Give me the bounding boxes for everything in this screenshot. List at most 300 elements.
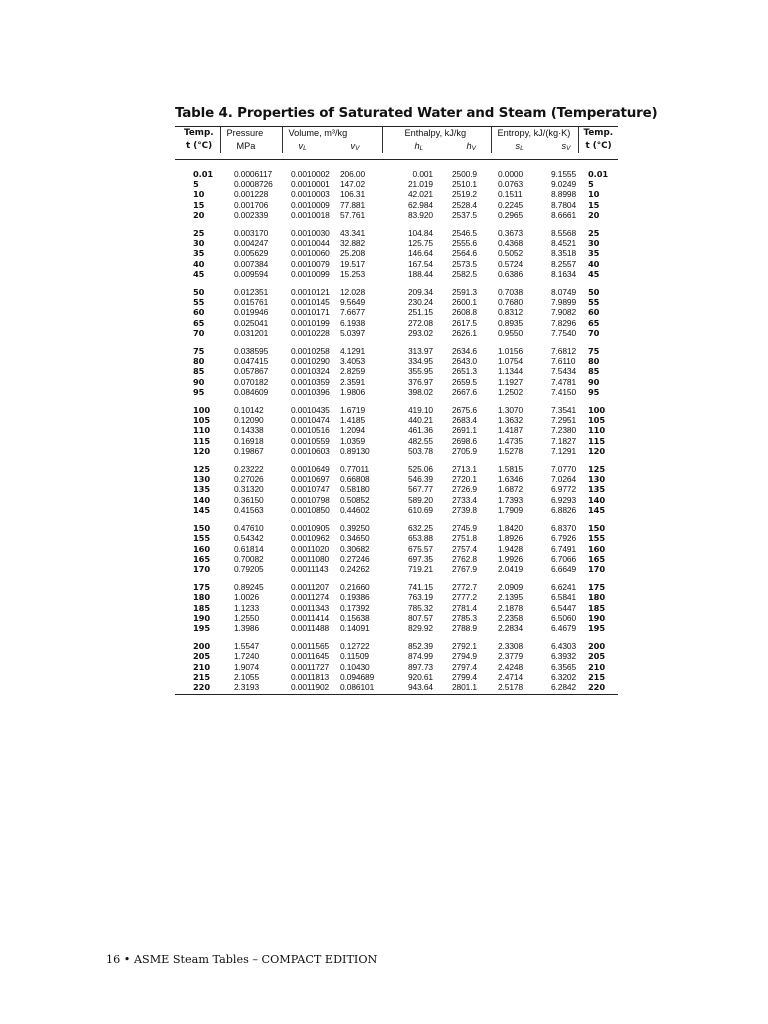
- vol-liquid-cell: 0.0010030: [291, 228, 330, 239]
- vol-vapor-cell: 3.4053: [340, 356, 366, 367]
- enthalpy-liquid-cell: 829.92: [407, 622, 433, 633]
- vol-liquid-cell: 0.0010324: [291, 366, 330, 377]
- enthalpy-vapor-cell: 2634.6: [451, 346, 477, 357]
- pressure-cell: 0.084609: [234, 386, 269, 397]
- enthalpy-liquid-cell: 874.99: [407, 651, 433, 662]
- pressure-cell: 0.61814: [234, 543, 264, 554]
- table-row: [175, 377, 618, 387]
- pressure-cell: 0.19867: [234, 445, 264, 456]
- entropy-liquid-cell: 1.8420: [498, 523, 524, 534]
- header-pressure-line1: Pressure: [226, 128, 264, 138]
- header-sv-sub: V: [566, 145, 571, 152]
- enthalpy-liquid-cell: 852.39: [407, 641, 433, 652]
- enthalpy-liquid-cell: 763.19: [407, 592, 433, 603]
- vol-vapor-cell: 43.341: [340, 228, 366, 239]
- entropy-vapor-cell: 7.6110: [551, 356, 576, 367]
- enthalpy-vapor-cell: 2788.9: [451, 622, 477, 633]
- pressure-cell: 0.019946: [234, 307, 269, 318]
- entropy-vapor-cell: 6.6241: [551, 582, 577, 593]
- table-row: [175, 533, 618, 543]
- header-temp-left-line1: Temp.: [184, 128, 214, 138]
- pressure-cell: 2.3193: [234, 681, 260, 692]
- temp-cell: 75: [193, 346, 205, 357]
- temp-cell: 155: [193, 533, 211, 544]
- temp-right-cell: 150: [588, 523, 606, 534]
- temp-cell: 60: [193, 307, 205, 318]
- temp-right-cell: 125: [588, 464, 606, 475]
- table-row: [175, 495, 618, 505]
- temp-right-cell: 110: [588, 425, 606, 436]
- temp-cell: 115: [193, 435, 211, 446]
- header-hl-sub: L: [419, 145, 424, 152]
- temp-cell: 200: [193, 641, 211, 652]
- entropy-liquid-cell: 0.8935: [498, 317, 524, 328]
- table-row: [175, 613, 618, 623]
- table-row: [175, 259, 618, 269]
- vol-vapor-cell: 1.2094: [340, 425, 366, 436]
- vol-liquid-cell: 0.0010649: [291, 464, 330, 475]
- entropy-liquid-cell: 1.0156: [498, 346, 524, 357]
- temp-cell: 130: [193, 474, 211, 485]
- temp-cell: 210: [193, 661, 211, 672]
- entropy-vapor-cell: 6.8826: [551, 504, 577, 515]
- temp-right-cell: 60: [588, 307, 600, 318]
- entropy-liquid-cell: 1.3070: [498, 405, 524, 416]
- vol-liquid-cell: 0.0011207: [291, 582, 330, 593]
- entropy-liquid-cell: 0.1511: [498, 189, 523, 200]
- table-row: [175, 603, 618, 613]
- header-vl: [299, 140, 307, 155]
- pressure-cell: 0.005629: [234, 248, 269, 259]
- table-row: [175, 651, 618, 661]
- entropy-vapor-cell: 7.1291: [551, 445, 577, 456]
- pressure-cell: 1.0026: [234, 592, 260, 603]
- temp-right-cell: 30: [588, 238, 600, 249]
- entropy-liquid-cell: 1.5278: [498, 445, 524, 456]
- vol-vapor-cell: 12.028: [340, 287, 366, 298]
- enthalpy-liquid-cell: 719.21: [407, 563, 433, 574]
- vol-vapor-cell: 9.5649: [340, 297, 366, 308]
- table-row: [175, 484, 618, 494]
- temp-right-cell: 55: [588, 297, 600, 308]
- enthalpy-liquid-cell: 807.57: [407, 612, 433, 623]
- temp-right-cell: 65: [588, 317, 600, 328]
- entropy-vapor-cell: 7.6812: [551, 346, 577, 357]
- vol-vapor-cell: 0.89130: [340, 445, 370, 456]
- pressure-cell: 0.41563: [234, 504, 264, 515]
- table-row: [175, 582, 618, 592]
- entropy-liquid-cell: 1.1344: [498, 366, 524, 377]
- temp-cell: 50: [193, 287, 205, 298]
- enthalpy-liquid-cell: 0.001: [412, 169, 433, 179]
- enthalpy-vapor-cell: 2777.2: [451, 592, 477, 603]
- temp-right-cell: 25: [588, 228, 600, 239]
- enthalpy-liquid-cell: 546.39: [407, 474, 433, 485]
- enthalpy-liquid-cell: 376.97: [407, 376, 433, 387]
- enthalpy-liquid-cell: 697.35: [407, 553, 433, 564]
- table-row: [175, 662, 618, 672]
- enthalpy-liquid-cell: 125.75: [407, 238, 433, 249]
- enthalpy-liquid-cell: 398.02: [407, 386, 433, 397]
- pressure-cell: 0.0008726: [234, 179, 273, 190]
- entropy-liquid-cell: 1.6346: [498, 474, 524, 485]
- header-sl-sub: L: [520, 145, 524, 152]
- temp-right-cell: 205: [588, 651, 606, 662]
- pressure-cell: 0.89245: [234, 582, 264, 593]
- pressure-cell: 0.001228: [234, 189, 269, 200]
- temp-cell: 5: [193, 179, 199, 190]
- pressure-cell: 2.1055: [234, 671, 260, 682]
- pressure-cell: 0.47610: [234, 523, 264, 534]
- entropy-vapor-cell: 6.7491: [551, 543, 577, 554]
- entropy-liquid-cell: 1.3632: [498, 415, 524, 426]
- table-row: [175, 328, 618, 338]
- pressure-cell: 0.36150: [234, 494, 264, 505]
- vol-vapor-cell: 0.15638: [340, 612, 370, 623]
- entropy-vapor-cell: 6.7926: [551, 533, 577, 544]
- entropy-vapor-cell: 6.3932: [551, 651, 577, 662]
- temp-cell: 150: [193, 523, 211, 534]
- temp-cell: 135: [193, 484, 211, 495]
- enthalpy-vapor-cell: 2691.1: [451, 425, 477, 436]
- table-row: [175, 356, 618, 366]
- vol-vapor-cell: 2.3591: [340, 376, 366, 387]
- enthalpy-vapor-cell: 2762.8: [451, 553, 477, 564]
- enthalpy-vapor-cell: 2781.4: [451, 602, 477, 613]
- pressure-cell: 0.001706: [234, 199, 269, 210]
- enthalpy-liquid-cell: 62.984: [407, 199, 433, 210]
- temp-cell: 55: [193, 297, 205, 308]
- temp-right-cell: 105: [588, 415, 606, 426]
- vol-vapor-cell: 7.6677: [340, 307, 366, 318]
- entropy-liquid-cell: 1.1927: [498, 376, 524, 387]
- enthalpy-liquid-cell: 355.95: [407, 366, 433, 377]
- temp-right-cell: 20: [588, 209, 600, 220]
- vol-liquid-cell: 0.0010697: [291, 474, 330, 485]
- enthalpy-vapor-cell: 2608.8: [451, 307, 477, 318]
- enthalpy-liquid-cell: 675.57: [407, 543, 433, 554]
- enthalpy-vapor-cell: 2500.9: [451, 169, 477, 179]
- enthalpy-liquid-cell: 943.64: [407, 681, 433, 692]
- entropy-vapor-cell: 9.0249: [551, 179, 577, 190]
- entropy-vapor-cell: 7.3541: [551, 405, 577, 416]
- entropy-liquid-cell: 0.2245: [498, 199, 524, 210]
- header-temp-left-line2: t (°C): [186, 141, 213, 151]
- pressure-cell: 0.0006117: [234, 169, 273, 179]
- entropy-liquid-cell: 0.2965: [498, 209, 524, 220]
- vol-liquid-cell: 0.0011143: [291, 563, 329, 574]
- enthalpy-vapor-cell: 2739.8: [451, 504, 477, 515]
- page-footer: 16 • ASME Steam Tables – COMPACT EDITION: [106, 953, 378, 966]
- pressure-cell: 0.003170: [234, 228, 269, 239]
- entropy-vapor-cell: 7.0264: [551, 474, 577, 485]
- entropy-vapor-cell: 8.4521: [551, 238, 577, 249]
- entropy-vapor-cell: 7.8296: [551, 317, 577, 328]
- vol-liquid-cell: 0.0011902: [291, 681, 330, 692]
- vol-liquid-cell: 0.0010474: [291, 415, 330, 426]
- enthalpy-liquid-cell: 272.08: [407, 317, 433, 328]
- temp-right-cell: 45: [588, 268, 600, 279]
- group-spacer: [175, 338, 618, 346]
- entropy-liquid-cell: 1.6872: [498, 484, 524, 495]
- table-row: [175, 641, 618, 651]
- pressure-cell: 1.9074: [234, 661, 260, 672]
- temp-right-cell: 140: [588, 494, 606, 505]
- table-row: [175, 436, 618, 446]
- table-row: [175, 307, 618, 317]
- enthalpy-liquid-cell: 440.21: [407, 415, 433, 426]
- entropy-vapor-cell: 8.1634: [551, 268, 577, 279]
- header-hv: [467, 140, 476, 155]
- entropy-vapor-cell: 6.9772: [551, 484, 577, 495]
- temp-cell: 20: [193, 209, 205, 220]
- temp-right-cell: 80: [588, 356, 600, 367]
- entropy-liquid-cell: 1.8926: [498, 533, 524, 544]
- vol-liquid-cell: 0.0010798: [291, 494, 330, 505]
- temp-right-cell: 175: [588, 582, 606, 593]
- table-row: [175, 169, 618, 179]
- temp-right-cell: 100: [588, 405, 606, 416]
- vol-vapor-cell: 0.094689: [340, 671, 375, 682]
- temp-cell: 95: [193, 386, 205, 397]
- entropy-liquid-cell: 2.5178: [498, 681, 524, 692]
- entropy-liquid-cell: 2.2358: [498, 612, 524, 623]
- enthalpy-vapor-cell: 2794.9: [451, 651, 477, 662]
- enthalpy-liquid-cell: 610.69: [407, 504, 433, 515]
- vol-liquid-cell: 0.0010060: [291, 248, 330, 259]
- table-row: [175, 200, 618, 210]
- table-row: [175, 592, 618, 602]
- entropy-vapor-cell: 6.5841: [551, 592, 577, 603]
- entropy-liquid-cell: 0.3673: [498, 228, 524, 239]
- entropy-liquid-cell: 0.0000: [498, 169, 524, 179]
- enthalpy-vapor-cell: 2626.1: [451, 327, 477, 338]
- entropy-liquid-cell: 2.0419: [498, 563, 524, 574]
- entropy-liquid-cell: 1.0754: [498, 356, 524, 367]
- vol-vapor-cell: 206.00: [340, 169, 366, 179]
- temp-right-cell: 190: [588, 612, 606, 623]
- enthalpy-vapor-cell: 2675.6: [451, 405, 477, 416]
- temp-right-cell: 200: [588, 641, 606, 652]
- enthalpy-vapor-cell: 2772.7: [451, 582, 477, 593]
- enthalpy-vapor-cell: 2537.5: [451, 209, 477, 220]
- table-row: [175, 554, 618, 564]
- enthalpy-vapor-cell: 2720.1: [451, 474, 477, 485]
- enthalpy-vapor-cell: 2713.1: [451, 464, 477, 475]
- temp-right-cell: 165: [588, 553, 606, 564]
- enthalpy-liquid-cell: 209.34: [407, 287, 433, 298]
- enthalpy-vapor-cell: 2573.5: [451, 258, 477, 269]
- temp-cell: 140: [193, 494, 211, 505]
- entropy-vapor-cell: 7.4150: [551, 386, 577, 397]
- vol-vapor-cell: 0.34650: [340, 533, 370, 544]
- entropy-liquid-cell: 0.7038: [498, 287, 524, 298]
- temp-right-cell: 70: [588, 327, 600, 338]
- vol-vapor-cell: 57.761: [340, 209, 366, 220]
- group-spacer: [175, 456, 618, 464]
- header-sv-symbol: s: [561, 141, 567, 151]
- vol-vapor-cell: 0.11509: [340, 651, 369, 662]
- vol-liquid-cell: 0.0010002: [291, 169, 330, 179]
- temp-cell: 105: [193, 415, 211, 426]
- temp-cell: 85: [193, 366, 205, 377]
- table-row: [175, 623, 618, 633]
- table-row: [175, 672, 618, 682]
- vol-vapor-cell: 0.39250: [340, 523, 370, 534]
- enthalpy-liquid-cell: 42.021: [407, 189, 433, 200]
- pressure-cell: 0.047415: [234, 356, 269, 367]
- pressure-cell: 0.002339: [234, 209, 269, 220]
- enthalpy-liquid-cell: 230.24: [407, 297, 433, 308]
- table-row: [175, 505, 618, 515]
- pressure-cell: 0.70082: [234, 553, 264, 564]
- header-hv-sub: V: [471, 145, 476, 152]
- enthalpy-liquid-cell: 146.64: [407, 248, 433, 259]
- vol-liquid-cell: 0.0010044: [291, 238, 330, 249]
- temp-right-cell: 0.01: [588, 169, 609, 179]
- vol-liquid-cell: 0.0010009: [291, 199, 330, 210]
- header-pressure: [220, 127, 282, 153]
- temp-cell: 175: [193, 582, 211, 593]
- temp-cell: 80: [193, 356, 205, 367]
- temp-cell: 65: [193, 317, 205, 328]
- table-row: [175, 210, 618, 220]
- vol-liquid-cell: 0.0011645: [291, 651, 330, 662]
- vol-vapor-cell: 1.0359: [340, 435, 366, 446]
- table-row: [175, 405, 618, 415]
- vol-liquid-cell: 0.0010747: [291, 484, 330, 495]
- table-row: [175, 238, 618, 248]
- temp-right-cell: 85: [588, 366, 600, 377]
- entropy-liquid-cell: 2.1395: [498, 592, 524, 603]
- pressure-cell: 0.31320: [234, 484, 264, 495]
- enthalpy-liquid-cell: 589.20: [407, 494, 433, 505]
- pressure-cell: 1.3986: [234, 622, 260, 633]
- vol-liquid-cell: 0.0010145: [291, 297, 330, 308]
- temp-cell: 185: [193, 602, 211, 613]
- enthalpy-vapor-cell: 2651.3: [451, 366, 477, 377]
- pressure-cell: 0.16918: [234, 435, 264, 446]
- vol-liquid-cell: 0.0011274: [291, 592, 330, 603]
- bottom-rule: [175, 694, 618, 695]
- temp-cell: 145: [193, 504, 211, 515]
- entropy-vapor-cell: 8.3518: [551, 248, 577, 259]
- vol-vapor-cell: 0.77011: [340, 464, 369, 475]
- pressure-cell: 1.7240: [234, 651, 260, 662]
- entropy-vapor-cell: 8.2557: [551, 258, 577, 269]
- pressure-cell: 0.79205: [234, 563, 264, 574]
- enthalpy-liquid-cell: 188.44: [407, 268, 433, 279]
- pressure-cell: 1.2550: [234, 612, 260, 623]
- enthalpy-vapor-cell: 2751.8: [451, 533, 477, 544]
- pressure-cell: 0.038595: [234, 346, 269, 357]
- vol-liquid-cell: 0.0011813: [291, 671, 330, 682]
- table-header: [175, 127, 618, 169]
- vol-liquid-cell: 0.0010099: [291, 268, 330, 279]
- vol-liquid-cell: 0.0010396: [291, 386, 330, 397]
- enthalpy-vapor-cell: 2792.1: [451, 641, 477, 652]
- table-row: [175, 564, 618, 574]
- enthalpy-liquid-cell: 83.920: [407, 209, 433, 220]
- entropy-liquid-cell: 2.2834: [498, 622, 524, 633]
- group-spacer: [175, 515, 618, 523]
- vol-vapor-cell: 106.31: [340, 189, 366, 200]
- temp-cell: 110: [193, 425, 211, 436]
- enthalpy-vapor-cell: 2767.9: [451, 563, 477, 574]
- temp-right-cell: 195: [588, 622, 606, 633]
- table-body: [175, 169, 618, 692]
- temp-cell: 35: [193, 248, 205, 259]
- temp-cell: 30: [193, 238, 205, 249]
- vol-vapor-cell: 147.02: [340, 179, 366, 190]
- vol-vapor-cell: 0.24262: [340, 563, 370, 574]
- temp-right-cell: 145: [588, 504, 606, 515]
- temp-right-cell: 15: [588, 199, 600, 210]
- entropy-vapor-cell: 7.2380: [551, 425, 577, 436]
- table-row: [175, 269, 618, 279]
- temp-right-cell: 210: [588, 661, 606, 672]
- vol-liquid-cell: 0.0010079: [291, 258, 330, 269]
- pressure-cell: 0.27026: [234, 474, 264, 485]
- table-row: [175, 248, 618, 258]
- header-enthalpy: [382, 127, 491, 153]
- header-volume-label: Volume, m³/kg: [288, 128, 348, 138]
- header-hl-symbol: h: [414, 141, 420, 151]
- group-spacer: [175, 633, 618, 641]
- pressure-cell: 0.057867: [234, 366, 269, 377]
- entropy-vapor-cell: 7.2951: [551, 415, 577, 426]
- temp-cell: 70: [193, 327, 205, 338]
- vol-vapor-cell: 0.21660: [340, 582, 370, 593]
- temp-right-cell: 50: [588, 287, 600, 298]
- enthalpy-liquid-cell: 334.95: [407, 356, 433, 367]
- table-title: Table 4. Properties of Saturated Water and Steam (Temperature): [175, 105, 658, 121]
- vol-liquid-cell: 0.0010850: [291, 504, 330, 515]
- header-temp-right-line2: t (°C): [585, 141, 612, 151]
- vol-vapor-cell: 0.66808: [340, 474, 370, 485]
- table-row: [175, 189, 618, 199]
- table-row: [175, 544, 618, 554]
- enthalpy-liquid-cell: 419.10: [407, 405, 433, 416]
- temp-cell: 165: [193, 553, 211, 564]
- entropy-liquid-cell: 1.9926: [498, 553, 524, 564]
- enthalpy-liquid-cell: 293.02: [407, 327, 433, 338]
- entropy-vapor-cell: 8.8998: [551, 189, 577, 200]
- vol-liquid-cell: 0.0010905: [291, 523, 330, 534]
- temp-cell: 125: [193, 464, 211, 475]
- entropy-liquid-cell: 2.4248: [498, 661, 524, 672]
- enthalpy-liquid-cell: 167.54: [407, 258, 433, 269]
- temp-cell: 100: [193, 405, 211, 416]
- temp-right-cell: 220: [588, 681, 606, 692]
- enthalpy-vapor-cell: 2698.6: [451, 435, 477, 446]
- temp-cell: 220: [193, 681, 211, 692]
- vol-liquid-cell: 0.0010199: [291, 317, 330, 328]
- enthalpy-vapor-cell: 2582.5: [451, 268, 477, 279]
- pressure-cell: 0.54342: [234, 533, 264, 544]
- vol-liquid-cell: 0.0010258: [291, 346, 330, 357]
- table-row: [175, 297, 618, 307]
- pressure-cell: 0.070182: [234, 376, 269, 387]
- entropy-vapor-cell: 8.5568: [551, 228, 577, 239]
- header-hl: [415, 140, 424, 155]
- pressure-cell: 0.031201: [234, 327, 269, 338]
- vol-vapor-cell: 15.253: [340, 268, 366, 279]
- pressure-cell: 1.1233: [234, 602, 260, 613]
- enthalpy-liquid-cell: 482.55: [407, 435, 433, 446]
- vol-vapor-cell: 0.58180: [340, 484, 370, 495]
- vol-vapor-cell: 6.1938: [340, 317, 366, 328]
